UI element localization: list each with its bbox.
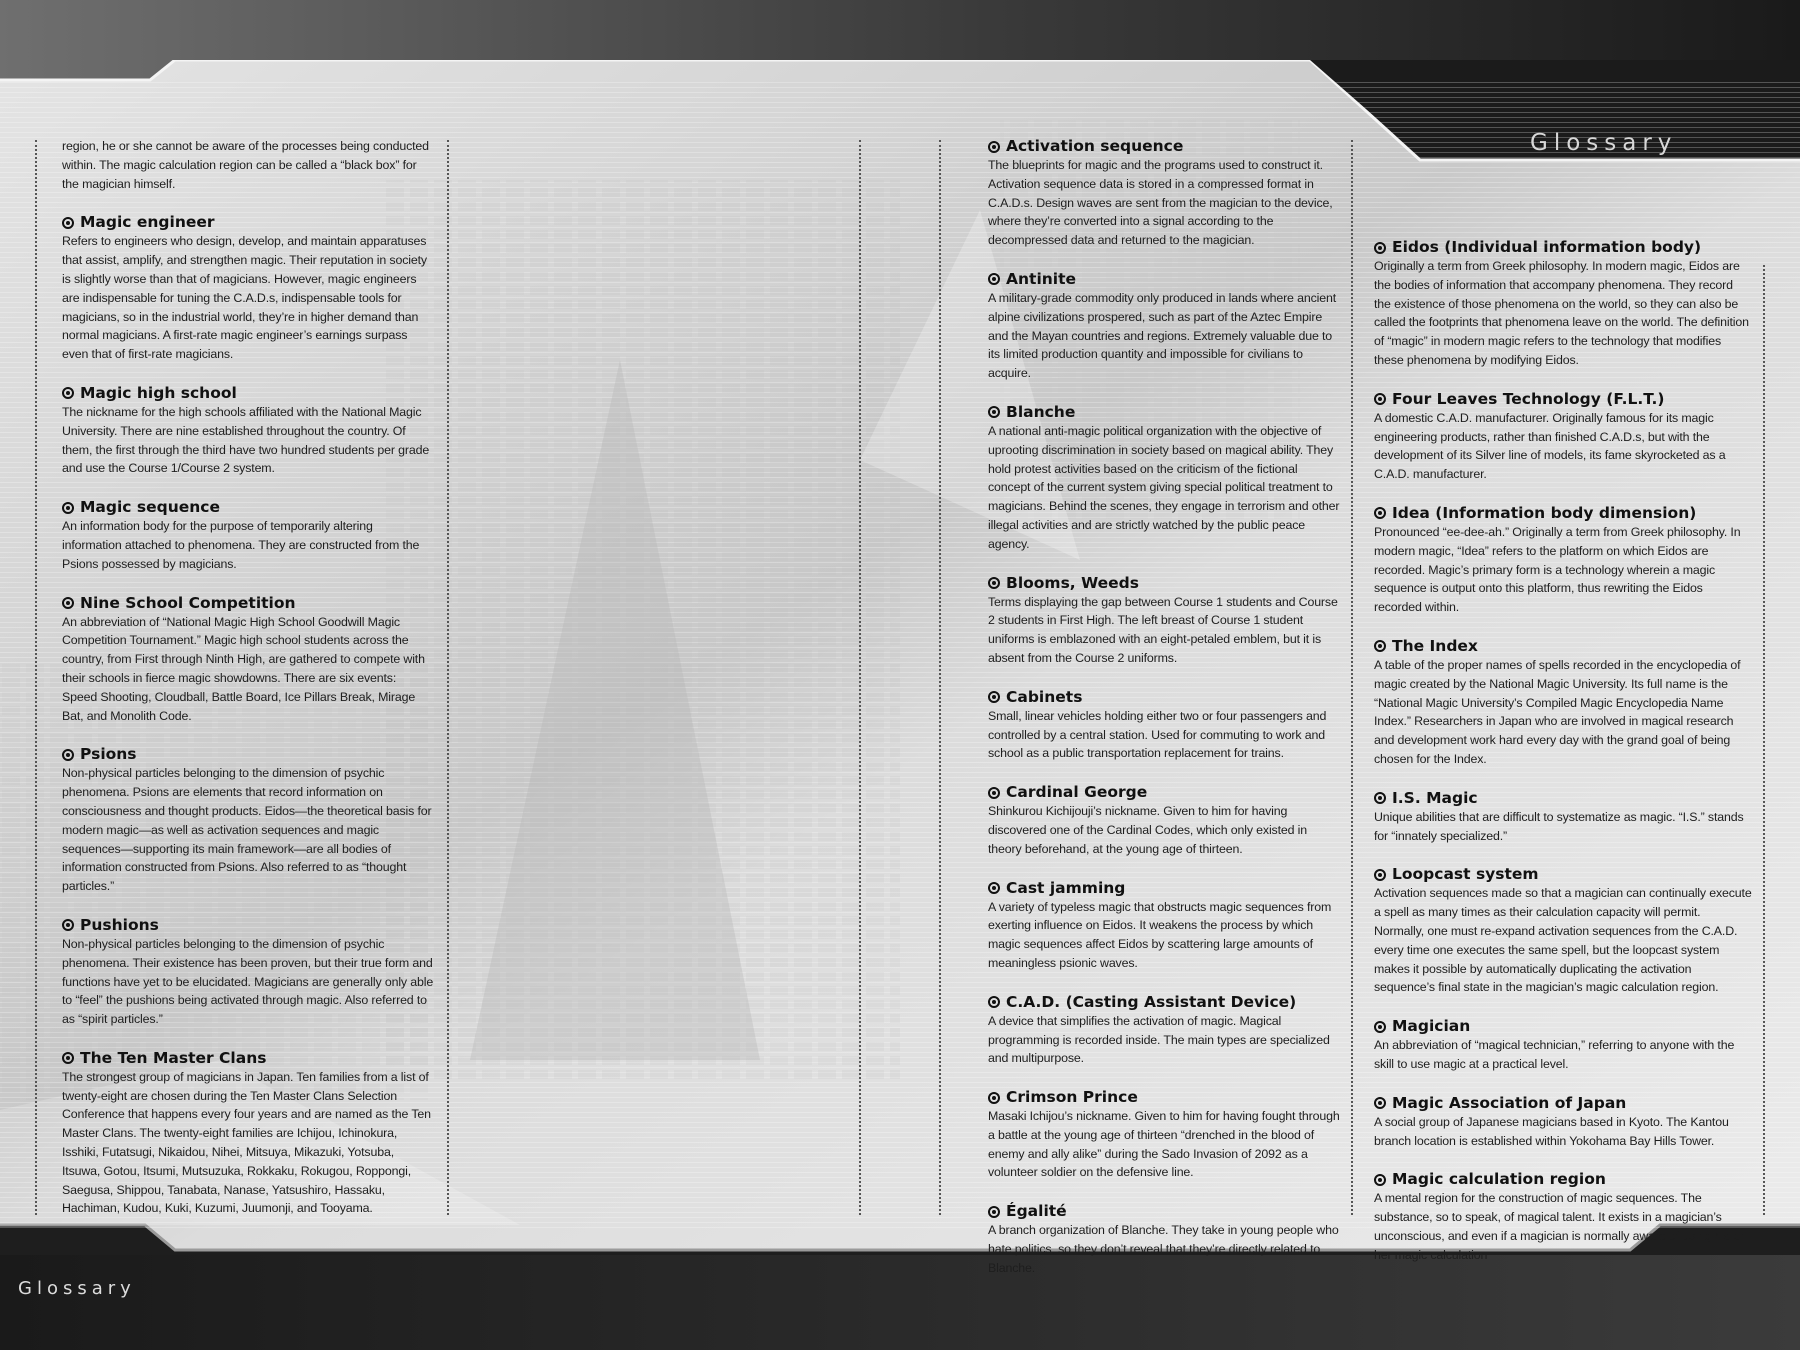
entry-title: Idea (Information body dimension) [1392,503,1697,522]
entry-title: Blanche [1006,402,1076,421]
entry-body: Unique abilities that are difficult to systematize as magic. “I.S.” stands for “innately specialized.” [1374,809,1744,843]
left-column [62,137,434,1238]
middle-column [988,137,1340,1298]
entry-title: The Ten Master Clans [80,1048,267,1067]
entry-title: Blooms, Weeds [1006,573,1139,592]
bullet-icon [1374,792,1386,804]
entry-body: The nickname for the high schools affiliated with the National Magic University. There are nine established throughout the country. Of them, the first through the third have two hundred students per grade and use the Course 1/Course 2 system. [62,404,430,476]
bullet-icon [1374,1174,1386,1186]
entry-body: A table of the proper names of spells recorded in the encyclopedia of magic created by the National Magic University. Its full name is the “National Magic University’s Compiled Magic Encyclopedia Name Index.” Researchers in Japan who are involved in magical research and development work hard every day with the grand goal of being chosen for the Index. [1374,657,1741,766]
entry-heading [988,574,1340,593]
column-rule [859,140,861,1215]
entry-title: Égalité [1006,1202,1067,1221]
entry-title: Cast jamming [1006,878,1126,897]
column-rule [447,140,449,1215]
entry-title: Nine School Competition [80,593,296,612]
glossary-entry [1374,865,1752,997]
entry-title: Psions [80,745,137,764]
entry-heading [1374,637,1752,656]
entry-body: Refers to engineers who design, develop, and maintain apparatuses that assist, amplify, and strengthen magic. Their reputation in society is slightly worse than that of magicians. However, magic engineers are indispensable for tuning the C.A.D.s, indispensable tools for magicians, so in the industrial world, they’re in higher demand than normal magicians. A first-rate magic engineer’s earnings surpass even that of first-rate magicians. [62,234,427,362]
entry-title: Magic Association of Japan [1392,1093,1627,1112]
glossary-entry [1374,1170,1752,1264]
entry-body: Masaki Ichijou’s nickname. Given to him for having fought through a battle at the young age of thirteen “drenched in the blood of enemy and ally alike” during the Sado Invasion of 2092 as a volunteer soldier on the defensive line. [988,1109,1340,1180]
column-rule [939,140,941,1215]
entry-heading [988,688,1340,707]
bullet-icon [988,882,1000,894]
glossary-entry [62,213,434,364]
glossary-entry [1374,390,1752,484]
footer-glossary-label: Glossary [18,1278,136,1299]
entry-body: A branch organization of Blanche. They take in young people who hate politics, so they don’t reveal that they’re directly related to Blanche. [988,1223,1339,1275]
entry-title: Loopcast system [1392,865,1539,884]
entry-heading [988,783,1340,802]
column-rule [1351,140,1353,1215]
entry-body: Activation sequences made so that a magician can continually execute a spell as many times as their calculation capacity will permit. Normally, one must re-expand activation sequences from the C.A.D. every time one executes the same spell, but the loopcast system makes it possible by automatically duplicating the activation sequence’s final state in the magician’s magic calculation region. [1374,886,1752,995]
entry-heading [1374,1094,1752,1113]
entry-heading [988,137,1340,156]
glossary-entry [1374,238,1752,370]
right-column [1374,238,1752,1284]
entry-heading [988,879,1340,898]
entry-heading [62,384,434,403]
entry-title: Magician [1392,1017,1471,1036]
entry-heading [988,403,1340,422]
entry-title: Activation sequence [1006,137,1184,155]
entry-body: Small, linear vehicles holding either two or four passengers and controlled by a central station. Used for commuting to work and school as a public transportation replacement for trains. [988,708,1327,761]
bullet-icon [1374,1021,1386,1033]
continued-entry-text: region, he or she cannot be aware of the processes being conducted within. The magic calculation region can be called a “black box” for the magician himself. [62,139,429,191]
bullet-icon [1374,507,1386,519]
entry-heading [1374,1170,1752,1189]
entry-title: Crimson Prince [1006,1088,1138,1107]
entry-body: Non-physical particles belonging to the dimension of psychic phenomena. Their existence has been proven, but their true form and functions have yet to be elucidated. Magicians are generally only able to “feel” the pushions being activated through magic. Also referred to as “spirit particles.” [62,936,434,1027]
entry-body: A national anti-magic political organization with the objective of uprooting discrimination in society based on magical ability. They hold protest activities based on the criticism of the fictional concept of the current system giving special political treatment to magicians. Behind the scenes, they engage in terrorism and other illegal activities and are strictly watched by the public peace agency. [988,423,1340,551]
glossary-entry [988,783,1340,858]
glossary-entry [988,574,1340,668]
glossary-entry [62,594,434,726]
entry-body: Originally a term from Greek philosophy. In modern magic, Eidos are the bodies of information that accompany phenomena. They record the existence of those phenomena on the world, so they can also be called the footprints that phenomena leave on the world. The definition of “magic” in modern magic refers to the technology that modifies these phenomena by modifying Eidos. [1374,259,1749,367]
entry-title: Cabinets [1006,687,1083,706]
bullet-icon [62,597,74,609]
entry-heading [62,916,434,935]
bullet-icon [1374,640,1386,652]
entry-body: Pronounced “ee-dee-ah.” Originally a term from Greek philosophy. In modern magic, “Idea” refers to the platform on which Eidos are recorded. Magic’s primary form is a technology wherein a magic sequence is output onto this platform, thus rewriting the Eidos recorded within. [1374,524,1741,615]
glossary-entry [988,1202,1340,1277]
entry-title: Antinite [1006,269,1077,288]
entry-heading [988,1088,1340,1107]
glossary-entry [988,688,1340,763]
entry-title: Magic sequence [80,498,220,517]
glossary-entry [62,916,434,1029]
entry-title: Magic engineer [80,213,215,232]
bullet-icon [988,141,1000,153]
glossary-entry [62,384,434,478]
entry-title: Eidos (Individual information body) [1392,238,1702,256]
entry-body: Shinkurou Kichijouji’s nickname. Given to him for having discovered one of the Cardinal Codes, which only existed in theory beforehand, at the young age of thirteen. [988,804,1308,856]
bullet-icon [988,996,1000,1008]
column-rule [35,140,37,1215]
entry-title: Magic high school [80,383,237,402]
bullet-icon [62,919,74,931]
entry-heading [988,993,1340,1012]
entry-body: A domestic C.A.D. manufacturer. Originally famous for its magic engineering products, rather than finished C.A.D.s, but with the development of its Silver line of models, its fame skyrocketed as a C.A.D. manufacturer. [1374,410,1726,482]
bullet-icon [988,787,1000,799]
bullet-icon [988,1206,1000,1218]
entry-title: Pushions [80,915,159,934]
entry-body: The blueprints for magic and the programs used to construct it. Activation sequence data is stored in a compressed format in C.A.D.s. Design waves are sent from the magician to the device, where they’re converted into a signal according to the decompressed data and returned to the magician. [988,158,1333,248]
glossary-entry [988,879,1340,973]
glossary-entry [988,270,1340,383]
glossary-entry [62,1049,434,1218]
entry-body: A military-grade commodity only produced in lands where ancient alpine civilizations prospered, such as part of the Aztec Empire and the Mayan countries and regions. Extremely valuable due to its limited production quantity and impossible for civilians to acquire. [988,290,1336,381]
entry-body: An information body for the purpose of temporarily altering information attached to phenomena. They are constructed from the Psions possessed by magicians. [62,519,420,571]
glossary-entry [1374,504,1752,617]
bullet-icon [1374,393,1386,405]
bullet-icon [988,691,1000,703]
glossary-entry [988,1088,1340,1182]
bullet-icon [62,387,74,399]
entry-title: The Index [1392,636,1478,655]
glossary-entry [1374,789,1752,846]
entry-body: An abbreviation of “National Magic High School Goodwill Magic Competition Tournament.” Magic high school students across the country, from First through Ninth High, are gathered to compete with their schools in fierce magic showdowns. There are six events: Speed Shooting, Cloudball, Battle Board, Ice Pillars Break, Mirage Bat, and Monolith Code. [62,614,425,723]
bullet-icon [1374,242,1386,254]
glossary-entry [988,403,1340,554]
entry-body: A device that simplifies the activation of magic. Magical programming is recorded inside. The main types are specialized and multipurpose. [988,1013,1330,1066]
entry-title: Cardinal George [1006,783,1148,802]
entry-heading [1374,504,1752,523]
bullet-icon [62,749,74,761]
entry-heading [1374,1017,1752,1036]
entry-body: A social group of Japanese magicians based in Kyoto. The Kantou branch location is established within Yokohama Bay Hills Tower. [1374,1114,1729,1148]
entry-title: Magic calculation region [1392,1170,1606,1189]
bullet-icon [988,1092,1000,1104]
entry-heading [62,498,434,517]
entry-title: C.A.D. (Casting Assistant Device) [1006,992,1297,1011]
entry-heading [1374,865,1752,884]
entry-heading [62,745,434,764]
entry-heading [988,270,1340,289]
bullet-icon [1374,869,1386,881]
glossary-entry [1374,637,1752,769]
glossary-entry [62,745,434,896]
bullet-icon [62,217,74,229]
entry-body: Non-physical particles belonging to the dimension of psychic phenomena. Psions are elements that record information on consciousness and thought products. Eidos—the theoretical basis for modern magic—as well as activation sequences and magic sequences—supporting its main framework—are all bodies of information constructed from Psions. Also referred to as “thought particles.” [62,766,432,894]
bullet-icon [988,273,1000,285]
entry-heading [1374,789,1752,808]
entry-heading [988,1202,1340,1221]
entry-heading [62,1049,434,1068]
glossary-entry [988,993,1340,1068]
bullet-icon [62,502,74,514]
entry-body: A mental region for the construction of magic sequences. The substance, so to speak, of magical talent. It exists in a magician’s unconscious, and even if a magician is normally aware of using his or her magic calculation [1374,1191,1744,1262]
glossary-entry [1374,1017,1752,1074]
header-glossary-label: Glossary [1530,130,1678,156]
bullet-icon [1374,1097,1386,1109]
entry-body: A variety of typeless magic that obstructs magic sequences from exerting influence on Eidos. It weakens the process by which magic sequences affect Eidos by scattering large amounts of meaningless psionic waves. [988,899,1332,970]
column-rule [1763,265,1765,1215]
glossary-entry [1374,1094,1752,1151]
entry-body: The strongest group of magicians in Japan. Ten families from a list of twenty-eight are chosen during the Ten Master Clans Selection Conference that happens every four years and are named as the Ten Master Clans. The twenty-eight families are Ichijou, Ichinokura, Isshiki, Futatsugi, Nikaidou, Nihei, Mitsuya, Mikazuki, Yotsuba, Itsuwa, Gotou, Itsumi, Mutsuzuka, Rokkaku, Rokugou, Roppongi, Saegusa, Shippou, Tanabata, Nanase, Yatsushiro, Hassaku, Hachiman, Kudou, Kuki, Kuzumi, Juumonji, and Tooyama. [62,1069,431,1216]
entry-heading [1374,238,1752,257]
bullet-icon [988,577,1000,589]
entry-title: Four Leaves Technology (F.L.T.) [1392,389,1665,408]
entry-heading [62,594,434,613]
bullet-icon [988,406,1000,418]
glossary-entry [62,498,434,573]
glossary-entry [988,137,1340,250]
entry-heading [62,213,434,232]
entry-title: I.S. Magic [1392,788,1478,807]
entry-heading [1374,390,1752,409]
bullet-icon [62,1052,74,1064]
entry-body: Terms displaying the gap between Course 1 students and Course 2 students in First High. The left breast of Course 1 student uniforms is emblazoned with an eight-petaled emblem, but it is absent from the Course 2 uniforms. [988,594,1338,665]
entry-body: An abbreviation of “magical technician,” referring to anyone with the skill to use magic at a practical level. [1374,1038,1735,1071]
